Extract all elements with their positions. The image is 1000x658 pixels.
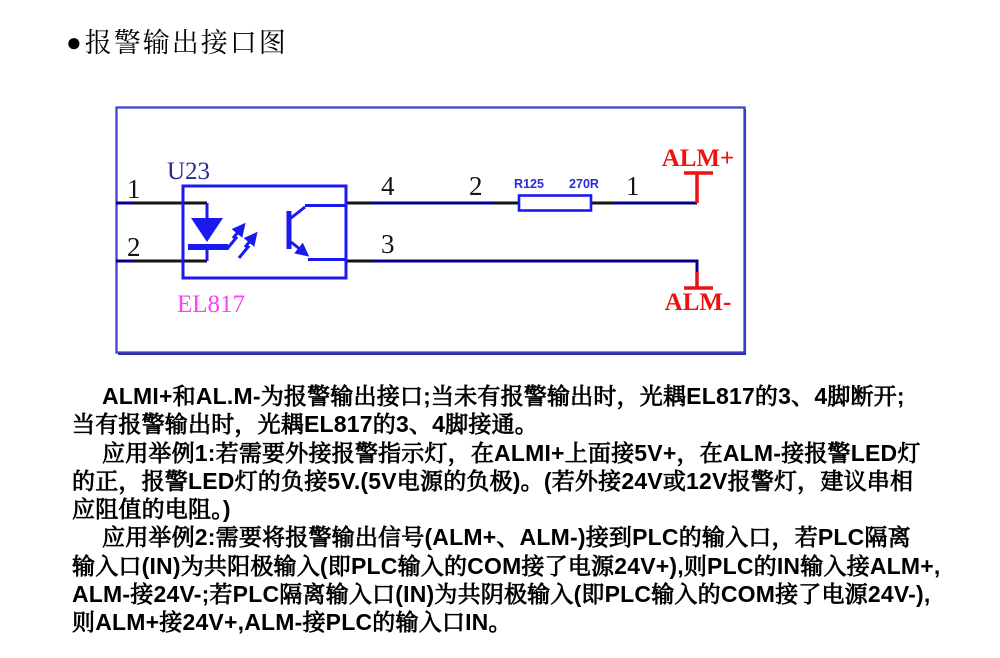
paragraph-line: 当有报警输出时，光耦EL817的3、4脚接通。 [72, 411, 538, 437]
paragraph-line: 应用举例2:需要将报警输出信号(ALM+、ALM-)接到PLC的输入口，若PLC隔离 [102, 524, 911, 550]
pin-number-1-left: 1 [127, 174, 141, 204]
terminal-alm-plus [684, 173, 713, 203]
bullet-icon: ● [66, 28, 82, 57]
terminal-label-alm-minus: ALM- [664, 289, 732, 316]
terminal-alm-minus [684, 272, 713, 288]
resistor-value-label: 270R [569, 177, 599, 191]
paragraph-line: ALMI+和AL.M-为报警输出接口;当未有报警输出时，光耦EL817的3、4脚断开; [102, 383, 905, 409]
phototransistor-symbol [289, 206, 346, 260]
pin-number-4: 4 [381, 171, 395, 201]
part-number-el817: EL817 [177, 291, 246, 318]
terminal-label-alm-plus: ALM+ [661, 145, 735, 172]
refdes-u23: U23 [167, 158, 211, 185]
net-pin-number-2: 2 [469, 171, 483, 201]
optocoupler-u23 [183, 186, 346, 278]
section-title-text: 报警输出接口图 [84, 28, 288, 58]
led-symbol [188, 203, 228, 261]
paragraph-line: 则ALM+接24V+,ALM-接PLC的输入口IN。 [72, 609, 512, 635]
light-arrows-icon [227, 226, 255, 258]
paragraph-line: 应用举例1:若需要外接报警指示灯，在ALMI+上面接5V+，在ALM-接报警LED灯 [102, 440, 921, 466]
paragraph-line: 的正，报警LED灯的负接5V.(5V电源的负极)。(若外接24V或12V报警灯，建议串相 [72, 468, 914, 494]
resistor-refdes-label: R125 [514, 177, 544, 191]
paragraph-line: 输入口(IN)为共阳极输入(即PLC输入的COM接了电源24V+),则PLC的IN输入接ALM+, [72, 553, 941, 579]
net-pin-number-1: 1 [626, 171, 640, 201]
paragraph-line: ALM-接24V-;若PLC隔离输入口(IN)为共阴极输入(即PLC输入的COM接了电源24V-), [72, 581, 931, 607]
resistor-r125 [519, 196, 591, 211]
pin-number-2-left: 2 [127, 232, 141, 262]
paragraph-line: 应阻值的电阻。) [72, 496, 231, 522]
pin-number-3: 3 [381, 229, 395, 259]
